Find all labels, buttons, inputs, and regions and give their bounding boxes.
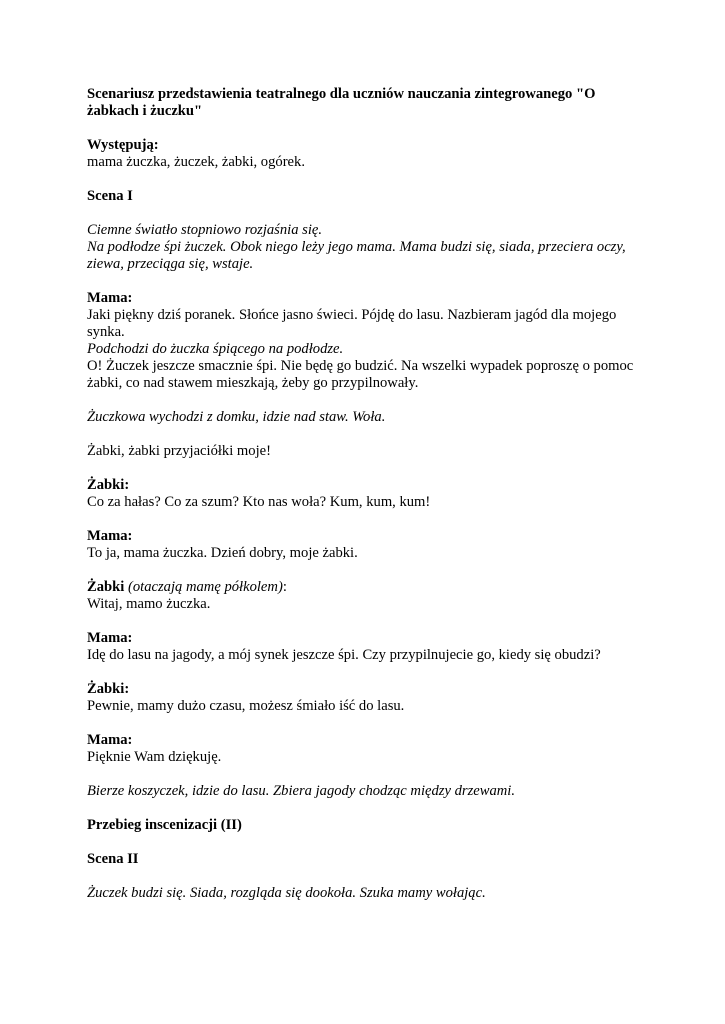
dialogue-block bbox=[87, 681, 647, 715]
speaker-name: Żabki: bbox=[87, 681, 130, 697]
dialogue-block bbox=[87, 732, 647, 766]
dialogue-block bbox=[87, 477, 647, 511]
dialogue-block bbox=[87, 528, 647, 562]
stage-direction: (otaczają mamę półkolem) bbox=[127, 579, 283, 595]
dialogue-block bbox=[87, 290, 647, 392]
stage-direction: Ciemne światło stopniowo rozjaśnia się. bbox=[87, 222, 323, 238]
speaker-name: Mama: bbox=[87, 732, 133, 748]
speaker-name: Mama: bbox=[87, 630, 133, 646]
document-title: Scenariusz przedstawienia teatralnego dla uczniów nauczania zintegrowanego "O żabkach i żuczku" bbox=[87, 86, 596, 119]
cast-section bbox=[87, 137, 647, 171]
speaker-name: Żabki bbox=[87, 579, 125, 595]
stage-direction: Podchodzi do żuczka śpiącego na podłodze. bbox=[87, 341, 344, 357]
dialogue-line: To ja, mama żuczka. Dzień dobry, moje żabki. bbox=[87, 545, 358, 561]
scene-1-stage-directions bbox=[87, 222, 647, 273]
dialogue-line: Pięknie Wam dziękuję. bbox=[87, 749, 222, 765]
speaker-name: Żabki: bbox=[87, 477, 130, 493]
scene-1-heading: Scena I bbox=[87, 188, 133, 204]
dialogue-line: Pewnie, mamy dużo czasu, możesz śmiało iść do lasu. bbox=[87, 698, 405, 714]
section-heading: Przebieg inscenizacji (II) bbox=[87, 817, 242, 833]
dialogue-line: Jaki piękny dziś poranek. Słońce jasno świeci. Pójdę do lasu. Nazbieram jagód dla mojego synka. bbox=[87, 307, 617, 340]
stage-direction: Bierze koszyczek, idzie do lasu. Zbiera jagody chodząc między drzewami. bbox=[87, 783, 516, 799]
speaker-colon: : bbox=[282, 579, 287, 595]
dialogue-block bbox=[87, 579, 647, 613]
dialogue-line: Witaj, mamo żuczka. bbox=[87, 596, 211, 612]
dialogue-block bbox=[87, 630, 647, 664]
document-page bbox=[87, 86, 647, 902]
stage-direction: Żuczek budzi się. Siada, rozgląda się dookoła. Szuka mamy wołając. bbox=[87, 885, 486, 901]
stage-direction: Na podłodze śpi żuczek. Obok niego leży jego mama. Mama budzi się, siada, przeciera oczy, ziewa, przeciąga się, wstaje. bbox=[87, 239, 626, 272]
cast-list: mama żuczka, żuczek, żabki, ogórek. bbox=[87, 154, 305, 170]
speaker-name: Mama: bbox=[87, 290, 133, 306]
dialogue-line: O! Żuczek jeszcze smacznie śpi. Nie będę go budzić. Na wszelki wypadek poproszę o pomoc żabki, co nad stawem mieszkają, żeby go przypilnowały. bbox=[87, 358, 634, 391]
dialogue-line: Idę do lasu na jagody, a mój synek jeszcze śpi. Czy przypilnujecie go, kiedy się obudzi? bbox=[87, 647, 601, 663]
dialogue-line: Co za hałas? Co za szum? Kto nas woła? Kum, kum, kum! bbox=[87, 494, 431, 510]
stage-direction: Żuczkowa wychodzi z domku, idzie nad staw. Woła. bbox=[87, 409, 386, 425]
speaker-name: Mama: bbox=[87, 528, 133, 544]
dialogue-line: Żabki, żabki przyjaciółki moje! bbox=[87, 443, 271, 459]
scene-2-heading: Scena II bbox=[87, 851, 139, 867]
cast-heading: Występują: bbox=[87, 137, 159, 153]
speaker-line bbox=[87, 579, 647, 596]
